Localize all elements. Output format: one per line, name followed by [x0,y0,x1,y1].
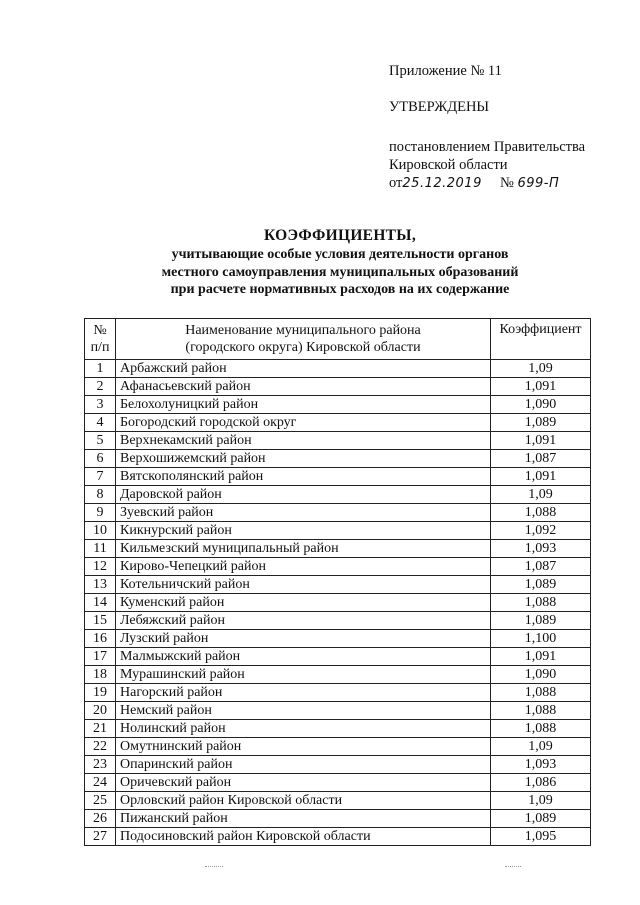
number-prefix: № [499,175,514,191]
row-name: Оричевский район [116,774,491,792]
row-coefficient: 1,09 [491,738,591,756]
header-coefficient: Коэффициент [491,319,591,360]
row-coefficient: 1,089 [491,414,591,432]
row-number: 16 [85,630,116,648]
row-number: 26 [85,810,116,828]
row-name: Нагорский район [116,684,491,702]
row-number: 15 [85,612,116,630]
row-name: Богородский городской округ [116,414,491,432]
table-row [85,648,591,666]
row-number: 12 [85,558,116,576]
title-line-1: учитывающие особые условия деятельности органов [171,247,509,262]
table-row [85,576,591,594]
title-line-3: при расчете нормативных расходов на их содержание [170,282,510,297]
table-row [85,378,591,396]
row-coefficient: 1,088 [491,594,591,612]
row-name: Немский район [116,702,491,720]
row-coefficient: 1,092 [491,522,591,540]
row-number: 20 [85,702,116,720]
date-prefix: от [389,175,403,191]
decree-line-2: Кировской области [389,157,508,173]
row-coefficient: 1,100 [491,630,591,648]
table-row [85,828,591,846]
table-row [85,522,591,540]
document-title [80,226,600,299]
row-name: Опаринский район [116,756,491,774]
row-coefficient: 1,091 [491,378,591,396]
row-name: Мурашинский район [116,666,491,684]
row-name: Нолинский район [116,720,491,738]
row-number: 4 [85,414,116,432]
table-row [85,720,591,738]
table-row [85,630,591,648]
appendix-label: Приложение № 11 [389,63,502,79]
row-number: 8 [85,486,116,504]
row-name: Лебяжский район [116,612,491,630]
row-number: 19 [85,684,116,702]
row-coefficient: 1,087 [491,558,591,576]
row-coefficient: 1,09 [491,486,591,504]
header-num: № п/п [85,319,116,360]
row-name: Верхошижемский район [116,450,491,468]
row-coefficient: 1,091 [491,648,591,666]
row-coefficient: 1,088 [491,684,591,702]
row-number: 10 [85,522,116,540]
table-row [85,486,591,504]
row-coefficient: 1,089 [491,612,591,630]
row-coefficient: 1,088 [491,720,591,738]
table-row [85,702,591,720]
table-row [85,396,591,414]
row-number: 21 [85,720,116,738]
row-number: 17 [85,648,116,666]
row-coefficient: 1,093 [491,756,591,774]
row-name: Даровской район [116,486,491,504]
row-name: Кильмезский муниципальный район [116,540,491,558]
row-number: 23 [85,756,116,774]
row-number: 13 [85,576,116,594]
row-name: Кикнурский район [116,522,491,540]
table-row [85,792,591,810]
table-row [85,684,591,702]
table-row [85,450,591,468]
decree-date-number [389,174,634,193]
decree-line-1: постановлением Правительства [389,139,586,155]
row-number: 27 [85,828,116,846]
row-coefficient: 1,093 [491,540,591,558]
page-mark-left [205,866,223,870]
page-mark-right [505,866,521,870]
table-row [85,666,591,684]
approval-block [389,62,634,193]
row-number: 14 [85,594,116,612]
row-name: Лузский район [116,630,491,648]
row-number: 6 [85,450,116,468]
table-row [85,738,591,756]
row-number: 1 [85,360,116,378]
row-number: 25 [85,792,116,810]
row-coefficient: 1,086 [491,774,591,792]
row-name: Куменский район [116,594,491,612]
row-name: Орловский район Кировской области [116,792,491,810]
row-coefficient: 1,089 [491,576,591,594]
table-row [85,504,591,522]
table-row [85,558,591,576]
row-name: Вятскополянский район [116,468,491,486]
row-name: Подосиновский район Кировской области [116,828,491,846]
row-number: 22 [85,738,116,756]
row-name: Верхнекамский район [116,432,491,450]
row-number: 9 [85,504,116,522]
row-name: Белохолуницкий район [116,396,491,414]
handwritten-date: 25.12.2019 [402,176,482,191]
table-body [85,360,591,846]
table-row [85,774,591,792]
row-name: Афанасьевский район [116,378,491,396]
row-number: 11 [85,540,116,558]
row-name: Кирово-Чепецкий район [116,558,491,576]
row-coefficient: 1,091 [491,468,591,486]
row-coefficient: 1,09 [491,792,591,810]
table-row [85,468,591,486]
row-number: 24 [85,774,116,792]
table-header-row [85,319,591,360]
row-coefficient: 1,088 [491,504,591,522]
handwritten-number: 699-П [517,176,560,191]
row-coefficient: 1,087 [491,450,591,468]
row-coefficient: 1,091 [491,432,591,450]
table-row [85,810,591,828]
row-name: Арбажский район [116,360,491,378]
table-row [85,540,591,558]
row-number: 3 [85,396,116,414]
header-name: Наименование муниципального района (городского округа) Кировской области [116,319,491,360]
table-row [85,414,591,432]
title-line-2: местного самоуправления муниципальных образований [161,264,519,280]
row-coefficient: 1,095 [491,828,591,846]
table-row [85,594,591,612]
row-name: Малмыжский район [116,648,491,666]
title-main: КОЭФФИЦИЕНТЫ, [263,227,417,244]
row-name: Пижанский район [116,810,491,828]
table-row [85,432,591,450]
row-number: 2 [85,378,116,396]
row-coefficient: 1,090 [491,396,591,414]
row-name: Котельничский район [116,576,491,594]
row-coefficient: 1,090 [491,666,591,684]
table-row [85,612,591,630]
approved-label: УТВЕРЖДЕНЫ [389,99,490,115]
row-coefficient: 1,088 [491,702,591,720]
row-number: 5 [85,432,116,450]
row-number: 7 [85,468,116,486]
coefficients-table [84,318,591,846]
table-row [85,360,591,378]
row-name: Омутнинский район [116,738,491,756]
row-coefficient: 1,089 [491,810,591,828]
row-coefficient: 1,09 [491,360,591,378]
table-row [85,756,591,774]
row-name: Зуевский район [116,504,491,522]
row-number: 18 [85,666,116,684]
